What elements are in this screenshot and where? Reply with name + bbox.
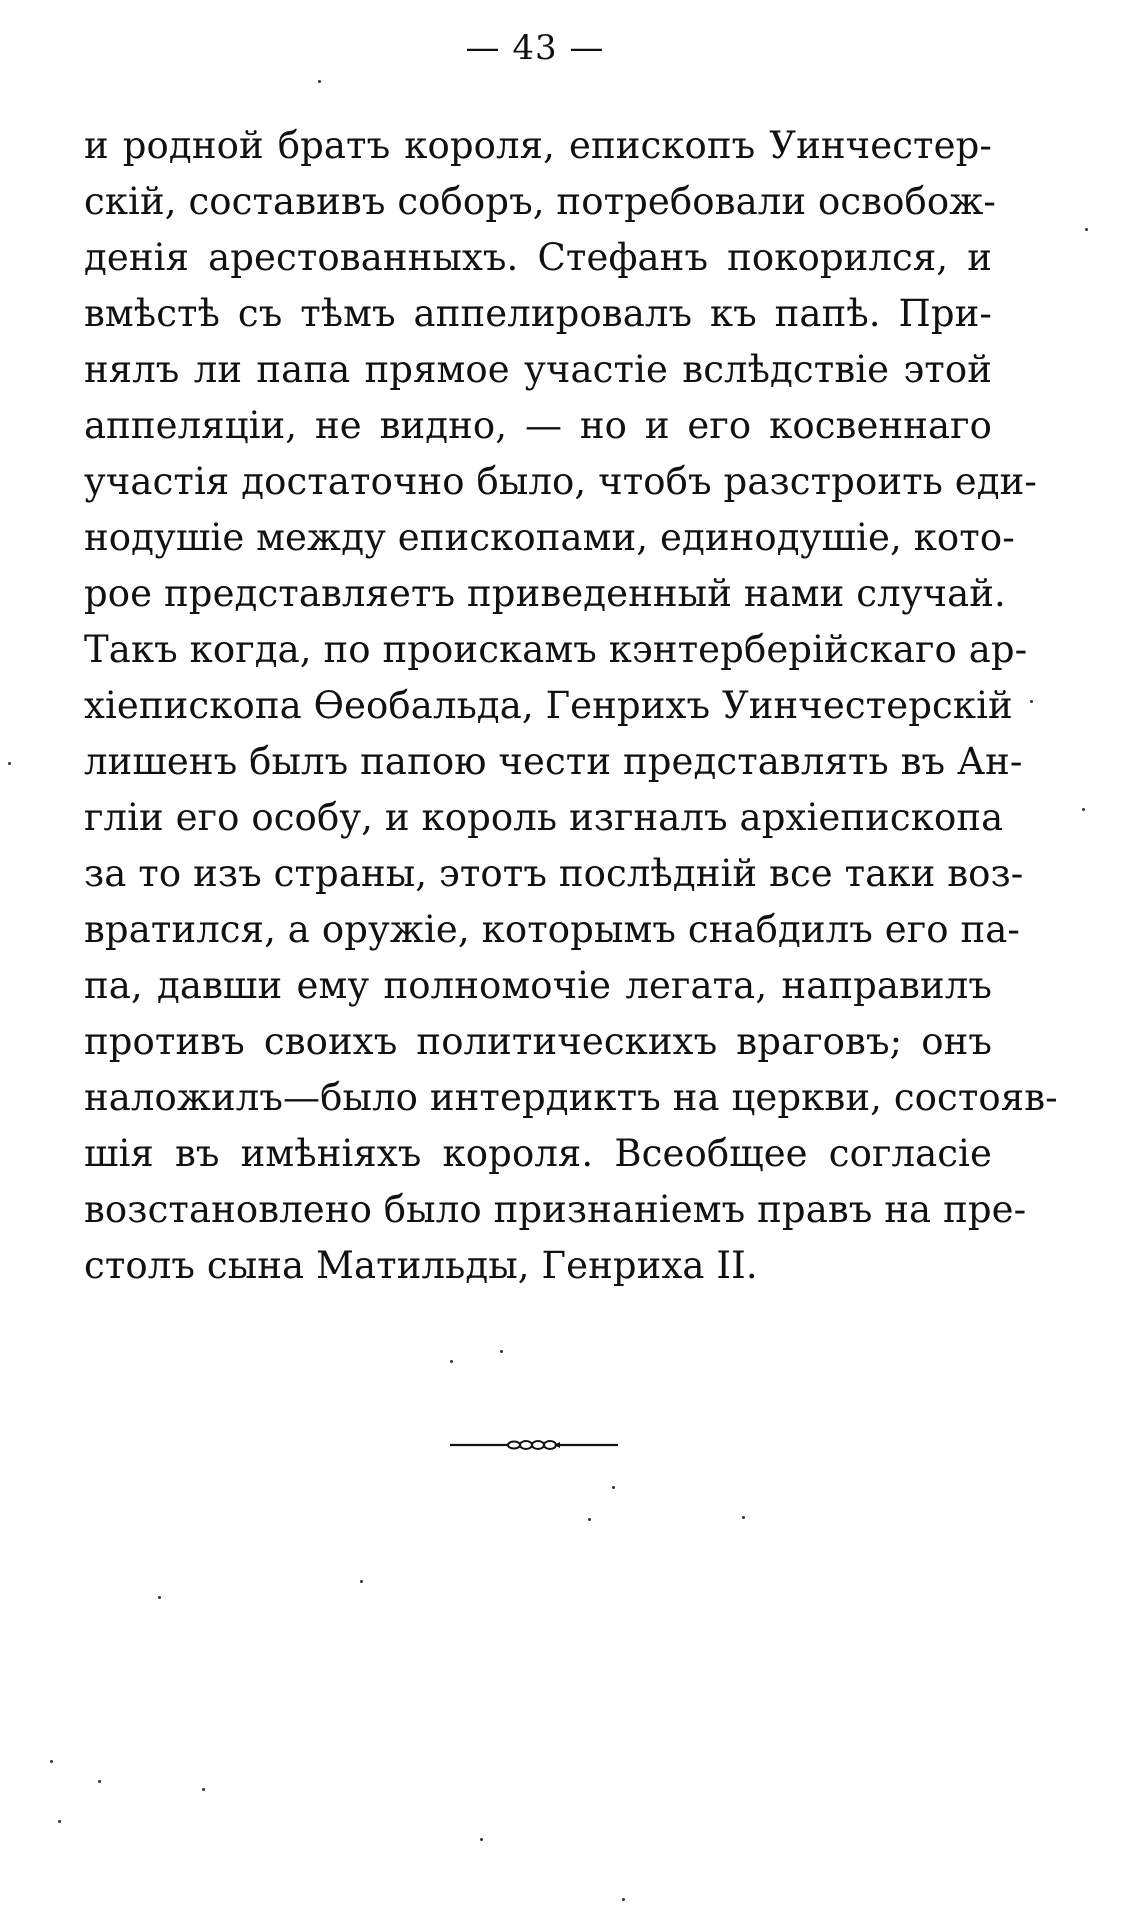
text-line: скій, составивъ соборъ, потребовали освобож- [84, 180, 996, 223]
text-line: и родной братъ короля, епископъ Уинчестер- [84, 124, 992, 167]
paper-speck [318, 80, 321, 83]
paper-speck [588, 1518, 591, 1521]
text-line: рое представляетъ приведенный нами случай. [84, 572, 1006, 615]
text-line: лишенъ былъ папою чести представлять въ Ан- [84, 740, 1023, 783]
paper-speck [480, 1838, 483, 1841]
text-line: вратился, а оружіе, которымъ снабдилъ его па- [84, 908, 1021, 951]
text-line: Такъ когда, по проискамъ кэнтерберійскаго ар- [84, 628, 1028, 671]
paper-speck [1085, 228, 1088, 231]
page-number: — 43 — [465, 28, 605, 68]
text-line: гліи его особу, и король изгналъ архіепископа [84, 796, 1004, 839]
text-line: возстановлено было признаніемъ правъ на пре- [84, 1188, 1027, 1231]
paper-speck [742, 1516, 745, 1519]
text-line: шія въ имѣніяхъ короля. Всеобщее согласіе [84, 1132, 992, 1175]
text-line: денія арестованныхъ. Стефанъ покорился, и [84, 236, 992, 279]
paper-speck [98, 1780, 101, 1783]
paper-speck [450, 1360, 453, 1363]
paper-speck [360, 1580, 363, 1583]
text-line: вмѣстѣ съ тѣмъ аппелировалъ къ папѣ. При- [84, 292, 992, 335]
body-text [84, 118, 1058, 1294]
paper-speck [50, 1760, 53, 1763]
text-line: за то изъ страны, этотъ послѣдній все таки воз- [84, 852, 1024, 895]
paper-speck [202, 1788, 205, 1791]
paper-speck [612, 1486, 615, 1489]
text-line: наложилъ—было интердиктъ на церкви, состояв- [84, 1076, 1058, 1119]
text-line: столъ сына Матильды, Генриха II. [84, 1244, 758, 1287]
paper-speck [58, 1820, 61, 1823]
paper-speck [1030, 700, 1033, 703]
text-line: нялъ ли папа прямое участіе вслѣдствіе этой [84, 348, 992, 391]
text-line: аппеляціи, не видно, — но и его косвеннаго [84, 404, 992, 447]
paper-speck [1082, 808, 1085, 811]
text-line: хіепископа Ѳеобальда, Генрихъ Уинчестерскій [84, 684, 1013, 727]
text-line: противъ своихъ политическихъ враговъ; онъ [84, 1020, 992, 1063]
ornamental-divider-icon [450, 1436, 618, 1454]
paper-speck [500, 1350, 503, 1353]
paper-speck [622, 1898, 625, 1901]
paper-speck [158, 1596, 161, 1599]
paper-speck [8, 762, 11, 765]
text-line: нодушіе между епископами, единодушіе, кото- [84, 516, 1015, 559]
text-line: па, давши ему полномочіе легата, направилъ [84, 964, 992, 1007]
text-line: участія достаточно было, чтобъ разстроить еди- [84, 460, 1037, 503]
